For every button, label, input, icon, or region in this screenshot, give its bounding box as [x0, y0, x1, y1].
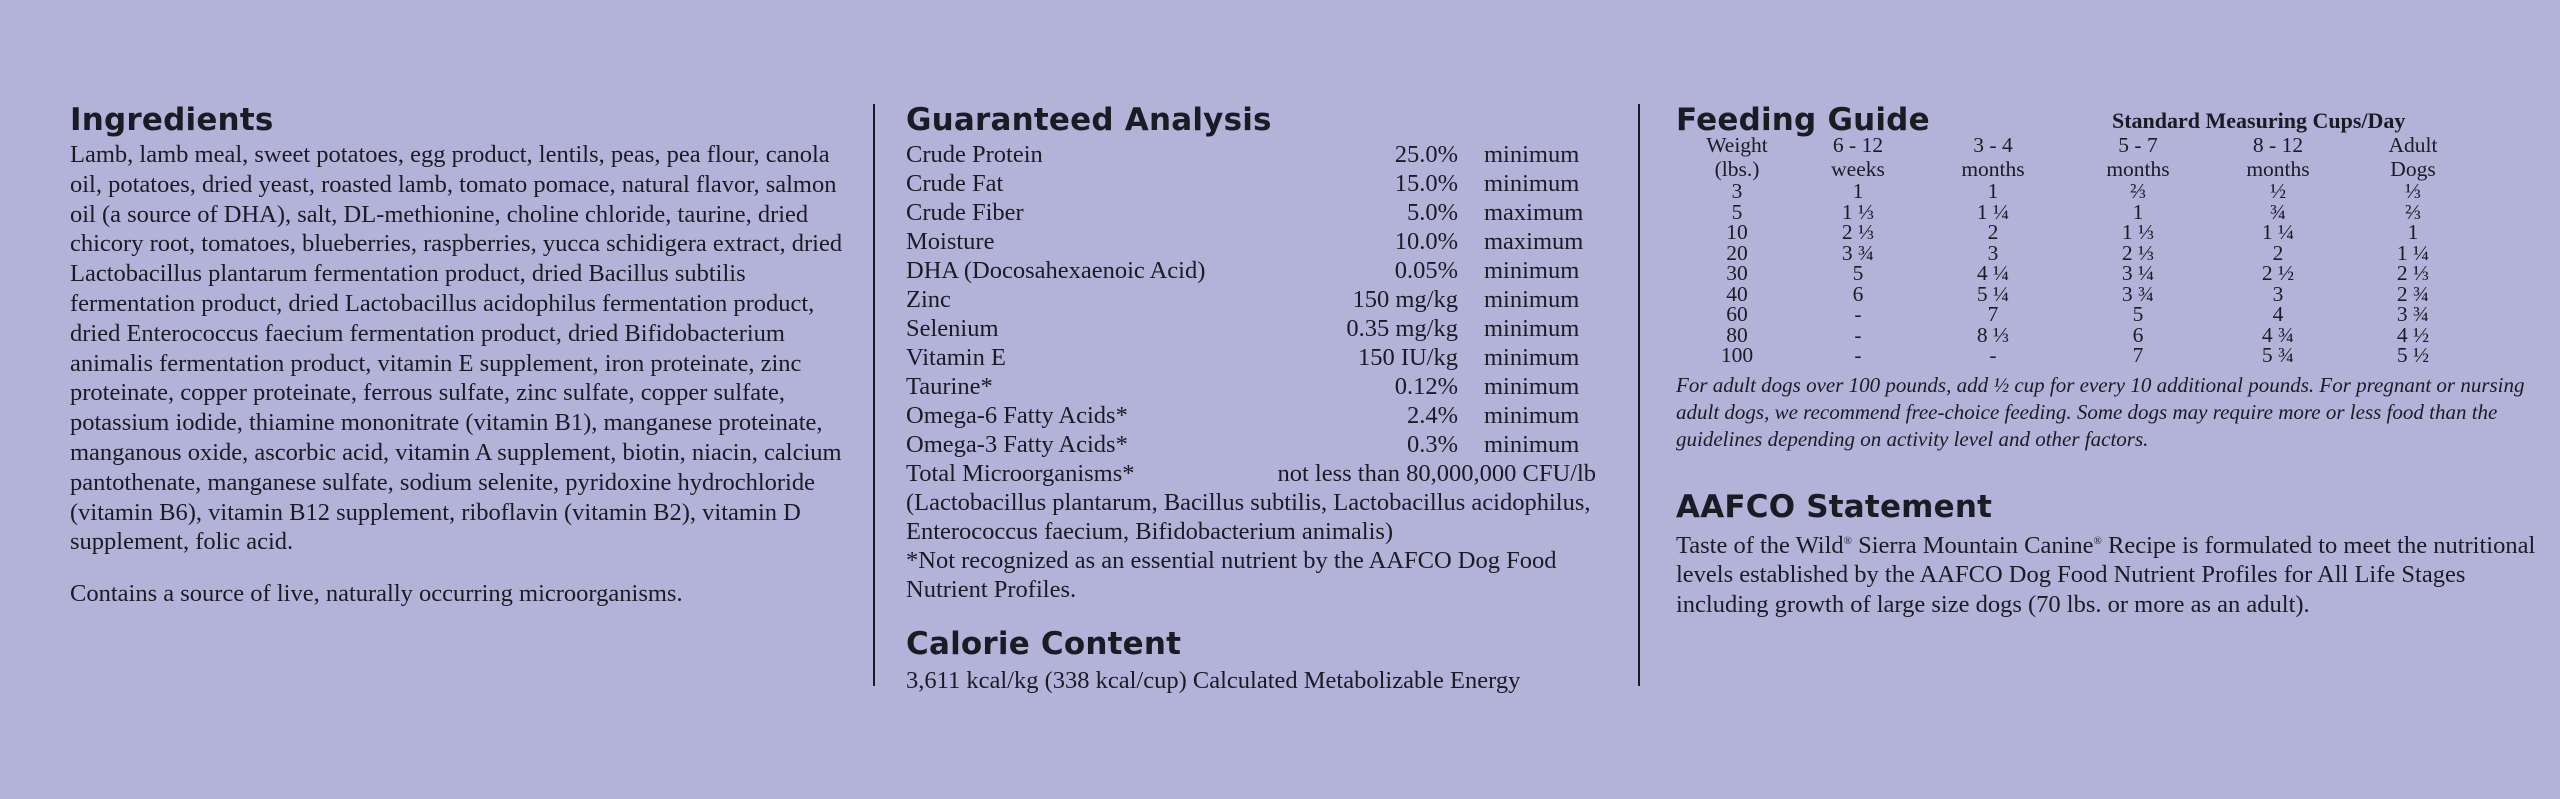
analysis-value: not less than 80,000,000 CFU/lb [1277, 460, 1596, 487]
feeding-cell: 5 ½ [2396, 343, 2430, 367]
registered-mark: ® [1843, 534, 1852, 547]
analysis-row [906, 372, 1596, 401]
analysis-row [906, 285, 1596, 314]
feeding-cell: 2 [1987, 220, 1999, 244]
header-line: Weight [1706, 133, 1768, 157]
feeding-cell: 30 [1726, 261, 1748, 285]
analysis-name: Moisture [906, 228, 995, 255]
feeding-cell: 1 ¼ [2396, 240, 2430, 265]
analysis-row-microorganisms [906, 459, 1596, 488]
feeding-cell: 7 [2132, 343, 2144, 367]
feeding-cell: 4 ¾ [2261, 322, 2295, 347]
feeding-row [1676, 304, 2478, 325]
analysis-qualifier: minimum [1484, 373, 1580, 400]
feeding-row [1676, 325, 2478, 346]
calorie-title: Calorie Content [906, 626, 1182, 662]
header-line: 3 - 4 [1973, 133, 2013, 157]
analysis-name: Selenium [906, 315, 999, 342]
feeding-cell: - [1989, 343, 1997, 367]
feeding-cell: 4 ¼ [1976, 261, 2010, 285]
feeding-cell: 3 ¾ [2396, 302, 2430, 326]
feeding-cell: 1 [2407, 220, 2419, 244]
analysis-row [906, 430, 1596, 459]
feeding-cell: 1 [2132, 199, 2144, 224]
aafco-text [1676, 527, 2546, 620]
analysis-table [906, 140, 1596, 488]
feeding-cell: 6 [1852, 281, 1864, 306]
feeding-cell: 3 [1987, 240, 1999, 265]
header-line: (lbs.) [1714, 156, 1760, 181]
feeding-column-header [2208, 134, 2348, 181]
ingredients-section [70, 100, 860, 609]
header-line: 8 - 12 [2252, 133, 2304, 157]
analysis-section [906, 100, 1596, 696]
feeding-column-header [1676, 134, 1798, 181]
feeding-cell: ⅔ [2404, 199, 2422, 224]
feeding-cell: 20 [1726, 240, 1748, 265]
feeding-cell: 3 ¾ [1841, 240, 1875, 265]
feeding-row [1676, 284, 2478, 305]
header-line: Adult [2388, 133, 2438, 157]
aafco-brand: Taste of the Wild [1676, 531, 1844, 559]
column-divider [873, 104, 875, 686]
feeding-cell: ⅔ [2129, 179, 2147, 203]
analysis-qualifier: minimum [1484, 141, 1580, 168]
analysis-value: 150 mg/kg [1352, 286, 1458, 313]
feeding-column-header [1798, 134, 1918, 181]
ingredients-title: Ingredients [70, 102, 274, 138]
feeding-title: Feeding Guide [1676, 102, 1930, 138]
analysis-name: DHA (Docosahexaenoic Acid) [906, 257, 1206, 284]
feeding-note: For adult dogs over 100 pounds, add ½ cup for every 10 additional pounds. For pregnant or nursing adult dogs, we recommend free-choice feeding. Some dogs may require more or less food than the guidelines depending on activity level and other factors. [1676, 372, 2525, 451]
analysis-qualifier: maximum [1484, 199, 1584, 226]
feeding-cell: ½ [2269, 179, 2287, 203]
feeding-cell: - [1854, 322, 1862, 347]
analysis-name: Total Microorganisms* [906, 460, 1135, 487]
feeding-cell: 2 ½ [2261, 261, 2295, 285]
analysis-name: Crude Fat [906, 170, 1004, 197]
feeding-row [1676, 263, 2478, 284]
analysis-qualifier: minimum [1484, 170, 1580, 197]
feeding-cell: 1 ⅓ [1841, 199, 1875, 224]
analysis-name: Crude Protein [906, 141, 1043, 168]
header-line: weeks [1831, 156, 1885, 181]
feeding-cell: 1 ⅓ [2121, 220, 2155, 244]
feeding-row [1676, 345, 2478, 366]
analysis-row [906, 198, 1596, 227]
feeding-cell: 5 [1731, 199, 1743, 224]
feeding-cell: 4 ½ [2396, 322, 2430, 347]
analysis-name: Taurine* [906, 373, 993, 400]
analysis-qualifier: minimum [1484, 431, 1580, 458]
feeding-cell: 1 ¼ [2261, 220, 2295, 244]
feeding-cell: ⅓ [2404, 179, 2422, 203]
feeding-table [1676, 134, 2478, 366]
feeding-cell: 5 [2132, 302, 2144, 326]
microorganisms-detail: (Lactobacillus plantarum, Bacillus subtilis, Lactobacillus acidophilus, Enterococcus faecium, Bifidobacterium animalis) [906, 489, 1591, 545]
analysis-row [906, 256, 1596, 285]
header-line: months [2246, 156, 2310, 181]
feeding-cell: 10 [1726, 220, 1748, 244]
ingredients-note: Contains a source of live, naturally occurring microorganisms. [70, 580, 683, 608]
analysis-qualifier: minimum [1484, 344, 1580, 371]
analysis-row [906, 401, 1596, 430]
feeding-cell: - [1854, 302, 1862, 326]
aafco-title: AAFCO Statement [1676, 488, 1993, 525]
feeding-cell: 7 [1987, 302, 1999, 326]
feeding-cell: 1 [1852, 179, 1864, 203]
feeding-column-header [1918, 134, 2068, 181]
feeding-cell: 2 ⅓ [2396, 261, 2430, 285]
feeding-row [1676, 181, 2478, 202]
feeding-row [1676, 202, 2478, 223]
analysis-qualifier: minimum [1484, 315, 1580, 342]
analysis-row [906, 227, 1596, 256]
analysis-title: Guaranteed Analysis [906, 102, 1272, 138]
aafco-product: Sierra Mountain Canine [1851, 531, 2094, 559]
analysis-row [906, 343, 1596, 372]
feeding-cell: 3 ¼ [2121, 261, 2155, 285]
analysis-name: Omega-3 Fatty Acids* [906, 431, 1128, 458]
analysis-row [906, 314, 1596, 343]
feeding-column-header [2068, 134, 2208, 181]
analysis-name: Crude Fiber [906, 199, 1024, 226]
feeding-cell: 2 ⅓ [2121, 240, 2155, 265]
feeding-cell: 100 [1720, 343, 1754, 367]
feeding-cell: - [1854, 343, 1862, 367]
feeding-cell: 80 [1726, 322, 1748, 347]
analysis-row [906, 169, 1596, 198]
analysis-value: 150 IU/kg [1357, 344, 1458, 371]
feeding-cell: 3 ¾ [2121, 281, 2155, 306]
feeding-cell: 2 [2272, 240, 2284, 265]
feeding-cell: 8 ⅓ [1976, 322, 2010, 347]
analysis-value: 0.35 mg/kg [1346, 315, 1458, 342]
feeding-cell: 5 ¼ [1976, 281, 2010, 306]
header-line: Dogs [2390, 156, 2436, 181]
feeding-cell: 3 [2272, 281, 2284, 306]
header-line: 5 - 7 [2118, 133, 2158, 157]
feeding-cell: 1 ¼ [1976, 199, 2010, 224]
feeding-cell: 3 [1731, 179, 1743, 203]
analysis-qualifier: minimum [1484, 402, 1580, 429]
feeding-cell: 2 ⅓ [1841, 220, 1875, 244]
column-divider [1638, 104, 1640, 686]
calorie-text: 3,611 kcal/kg (338 kcal/cup) Calculated Metabolizable Energy [906, 667, 1521, 694]
analysis-qualifier: maximum [1484, 228, 1584, 255]
analysis-value: 25.0% [1394, 141, 1458, 168]
header-line: 6 - 12 [1832, 133, 1884, 157]
analysis-value: 0.3% [1406, 431, 1458, 458]
analysis-qualifier: minimum [1484, 257, 1580, 284]
analysis-row [906, 140, 1596, 169]
feeding-column-header [2348, 134, 2478, 181]
feeding-section [1676, 100, 2546, 619]
feeding-subtitle: Standard Measuring Cups/Day [2112, 108, 2406, 133]
analysis-qualifier: minimum [1484, 286, 1580, 313]
analysis-value: 5.0% [1406, 199, 1458, 226]
feeding-cell: 60 [1726, 302, 1748, 326]
header-line: months [2106, 156, 2170, 181]
feeding-row [1676, 243, 2478, 264]
analysis-value: 15.0% [1394, 170, 1458, 197]
analysis-value: 2.4% [1406, 402, 1458, 429]
feeding-cell: 2 ¾ [2396, 281, 2430, 306]
feeding-row [1676, 222, 2478, 243]
feeding-cell: 6 [2132, 322, 2144, 347]
aafco-body: Recipe is formulated to meet the nutritional levels established by the AAFCO Dog Food Nutrient Profiles for All Life Stages including growth of large size dogs (70 lbs. or more as an adult). [1676, 531, 2536, 618]
analysis-value: 0.12% [1394, 373, 1458, 400]
feeding-cell: ¾ [2269, 199, 2287, 224]
feeding-cell: 5 [1852, 261, 1864, 285]
feeding-cell: 4 [2272, 302, 2284, 326]
registered-mark: ® [2093, 534, 2102, 547]
feeding-cell: 1 [1987, 179, 1999, 203]
analysis-name: Zinc [906, 286, 951, 313]
analysis-value: 0.05% [1394, 257, 1458, 284]
analysis-value: 10.0% [1394, 228, 1458, 255]
analysis-name: Vitamin E [906, 344, 1006, 371]
analysis-name: Omega-6 Fatty Acids* [906, 402, 1128, 429]
analysis-footnote: *Not recognized as an essential nutrient by the AAFCO Dog Food Nutrient Profiles. [906, 547, 1557, 603]
feeding-cell: 40 [1726, 281, 1748, 306]
ingredients-text: Lamb, lamb meal, sweet potatoes, egg product, lentils, peas, pea flour, canola oil, potatoes, dried yeast, roasted lamb, tomato pomace, natural flavor, salmon oil (a source of DHA), salt, DL-methionine, choline chloride, taurine, dried chicory root, tomatoes, blueberries, raspberries, yucca schidigera extract, dried Lactobacillus plantarum fermentation product, dried Bacillus subtilis fermentation product, dried Lactobacillus acidophilus fermentation product, dried Enterococcus faecium fermentation product, dried Bifidobacterium animalis fermentation product, vitamin E supplement, iron proteinate, zinc proteinate, copper proteinate, ferrous sulfate, zinc sulfate, copper sulfate, potassium iodide, thiamine mononitrate (vitamin B1), manganese proteinate, manganous oxide, ascorbic acid, vitamin A supplement, biotin, niacin, calcium pantothenate, manganese sulfate, sodium selenite, pyridoxine hydrochloride (vitamin B6), vitamin B12 supplement, riboflavin (vitamin B2), vitamin D supplement, folic acid. [70, 141, 843, 556]
header-line: months [1961, 156, 2025, 181]
feeding-cell: 5 ¾ [2261, 343, 2295, 367]
